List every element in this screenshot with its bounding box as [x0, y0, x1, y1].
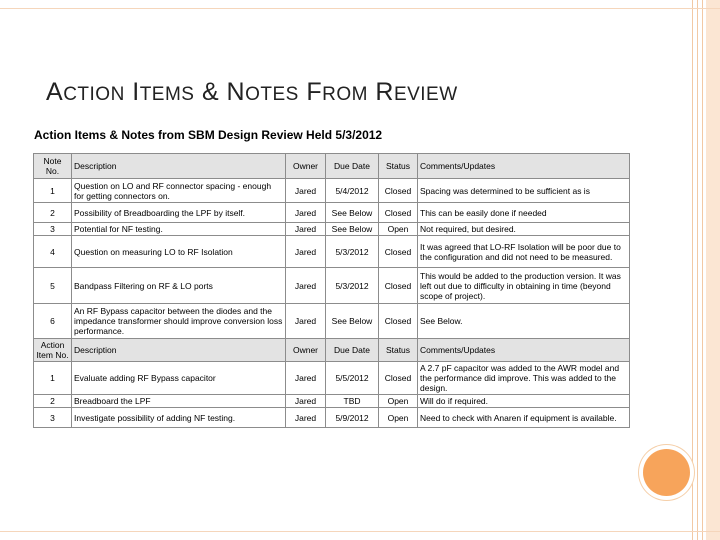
cell-description: Potential for NF testing. [72, 223, 286, 236]
cell-no: 1 [34, 179, 72, 203]
table-row [34, 179, 630, 203]
frame-line [692, 0, 693, 540]
cell-owner: Jared [286, 408, 326, 428]
header-comments: Comments/Updates [418, 154, 630, 179]
cell-comments: This can be easily done if needed [418, 203, 630, 223]
cell-description: An RF Bypass capacitor between the diodes and the impedance transformer should improve conversion loss performance. [72, 304, 286, 339]
cell-due: 5/5/2012 [326, 362, 379, 395]
header-owner: Owner [286, 339, 326, 362]
document-title: Action Items & Notes from SBM Design Review Held 5/3/2012 [34, 128, 383, 142]
cell-comments: This would be added to the production version. It was left out due to difficulty in obtaining in time (beyond scope of project). [418, 268, 630, 304]
table-row [34, 268, 630, 304]
cell-status: Open [379, 408, 418, 428]
cell-owner: Jared [286, 203, 326, 223]
cell-comments: Will do if required. [418, 395, 630, 408]
cell-description: Possibility of Breadboarding the LPF by itself. [72, 203, 286, 223]
cell-no: 3 [34, 223, 72, 236]
cell-owner: Jared [286, 362, 326, 395]
cell-status: Closed [379, 203, 418, 223]
frame-line-bottom [0, 531, 720, 532]
table-row [34, 395, 630, 408]
cell-comments: A 2.7 pF capacitor was added to the AWR model and the performance did improve. This was added to the design. [418, 362, 630, 395]
cell-status: Open [379, 223, 418, 236]
cell-due: See Below [326, 203, 379, 223]
header-status: Status [379, 154, 418, 179]
decorative-circle [643, 449, 690, 496]
header-due-date: Due Date [326, 339, 379, 362]
header-description: Description [72, 154, 286, 179]
cell-no: 4 [34, 236, 72, 268]
cell-description: Investigate possibility of adding NF testing. [72, 408, 286, 428]
cell-comments: Not required, but desired. [418, 223, 630, 236]
header-due-date: Due Date [326, 154, 379, 179]
action-items-table [33, 153, 630, 428]
frame-line [697, 0, 698, 540]
frame-line [702, 0, 703, 540]
header-action-item-no: Action Item No. [34, 339, 72, 362]
table-header-row [34, 154, 630, 179]
cell-comments: See Below. [418, 304, 630, 339]
cell-status: Closed [379, 268, 418, 304]
table-row [34, 408, 630, 428]
table-row [34, 236, 630, 268]
cell-status: Closed [379, 304, 418, 339]
cell-description: Evaluate adding RF Bypass capacitor [72, 362, 286, 395]
cell-no: 6 [34, 304, 72, 339]
cell-due: 5/9/2012 [326, 408, 379, 428]
action-header-row [34, 339, 630, 362]
cell-owner: Jared [286, 395, 326, 408]
table-row [34, 304, 630, 339]
table-row [34, 223, 630, 236]
cell-no: 1 [34, 362, 72, 395]
slide-title: ACTION ITEMS & NOTES FROM REVIEW [46, 78, 458, 106]
cell-description: Bandpass Filtering on RF & LO ports [72, 268, 286, 304]
frame-line-top [0, 8, 720, 9]
cell-owner: Jared [286, 304, 326, 339]
cell-comments: Need to check with Anaren if equipment is available. [418, 408, 630, 428]
cell-no: 3 [34, 408, 72, 428]
cell-due: 5/3/2012 [326, 268, 379, 304]
header-note-no: Note No. [34, 154, 72, 179]
cell-owner: Jared [286, 223, 326, 236]
cell-no: 2 [34, 203, 72, 223]
header-status: Status [379, 339, 418, 362]
cell-description: Breadboard the LPF [72, 395, 286, 408]
cell-status: Closed [379, 362, 418, 395]
header-owner: Owner [286, 154, 326, 179]
header-comments: Comments/Updates [418, 339, 630, 362]
cell-owner: Jared [286, 179, 326, 203]
table-row [34, 362, 630, 395]
cell-owner: Jared [286, 236, 326, 268]
cell-no: 2 [34, 395, 72, 408]
cell-no: 5 [34, 268, 72, 304]
cell-due: See Below [326, 223, 379, 236]
cell-status: Open [379, 395, 418, 408]
cell-status: Closed [379, 179, 418, 203]
cell-due: TBD [326, 395, 379, 408]
cell-due: 5/3/2012 [326, 236, 379, 268]
cell-description: Question on LO and RF connector spacing - enough for getting connectors on. [72, 179, 286, 203]
header-description: Description [72, 339, 286, 362]
cell-comments: Spacing was determined to be sufficient as is [418, 179, 630, 203]
cell-comments: It was agreed that LO-RF Isolation will be poor due to the configuration and did not need to be measured. [418, 236, 630, 268]
cell-status: Closed [379, 236, 418, 268]
cell-due: See Below [326, 304, 379, 339]
table-row [34, 203, 630, 223]
cell-owner: Jared [286, 268, 326, 304]
cell-due: 5/4/2012 [326, 179, 379, 203]
frame-side-bar [706, 0, 720, 540]
cell-description: Question on measuring LO to RF Isolation [72, 236, 286, 268]
